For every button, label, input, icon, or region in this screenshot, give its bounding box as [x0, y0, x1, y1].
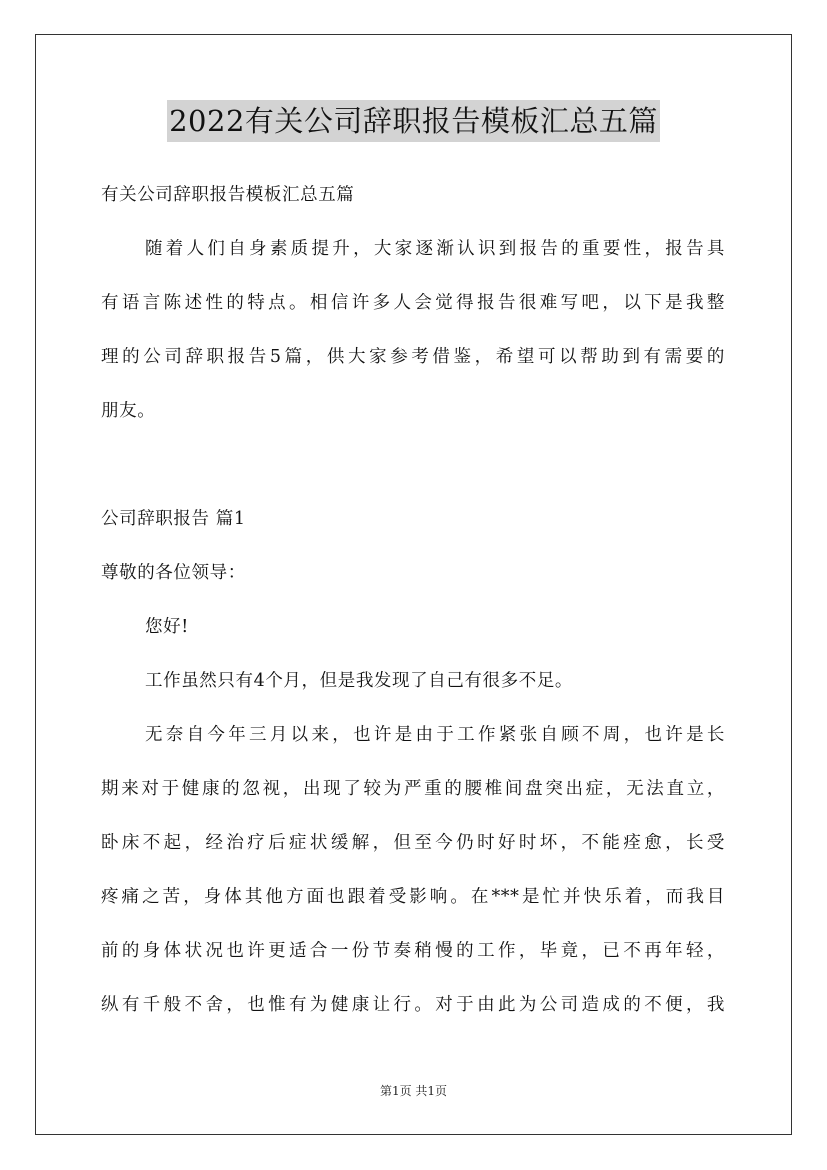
intro-line: 朋友。 [101, 401, 156, 421]
intro-line: 随着人们自身素质提升，大家逐渐认识到报告的重要性，报告具 [145, 239, 725, 259]
title-container [0, 100, 827, 142]
intro-line: 有语言陈述性的特点。相信许多人会觉得报告很难写吧，以下是我整 [101, 293, 725, 313]
paragraph-line: 卧床不起，经治疗后症状缓解，但至今仍时好时坏，不能痊愈，长受 [101, 833, 725, 853]
section-heading: 公司辞职报告 篇1 [101, 509, 246, 529]
salutation: 尊敬的各位领导： [101, 563, 246, 583]
paragraph-line: 纵有千般不舍，也惟有为健康让行。对于由此为公司造成的不便，我 [101, 995, 725, 1015]
paragraph-line: 前的身体状况也许更适合一份节奏稍慢的工作，毕竟，已不再年轻， [101, 941, 725, 961]
paragraph-line: 工作虽然只有4个月，但是我发现了自己有很多不足。 [145, 671, 574, 691]
paragraph-line: 疼痛之苦，身体其他方面也跟着受影响。在***是忙并快乐着，而我目 [101, 887, 725, 907]
document-title: 2022有关公司辞职报告模板汇总五篇 [167, 100, 660, 142]
paragraph-line: 无奈自今年三月以来，也许是由于工作紧张自顾不周，也许是长 [145, 725, 725, 745]
intro-line: 理的公司辞职报告5篇，供大家参考借鉴，希望可以帮助到有需要的 [101, 347, 725, 367]
page-footer: 第1页 共1页 [379, 1084, 448, 1098]
document-subtitle: 有关公司辞职报告模板汇总五篇 [101, 185, 355, 205]
greeting: 您好! [145, 617, 189, 637]
paragraph-line: 期来对于健康的忽视，出现了较为严重的腰椎间盘突出症，无法直立， [101, 779, 725, 799]
